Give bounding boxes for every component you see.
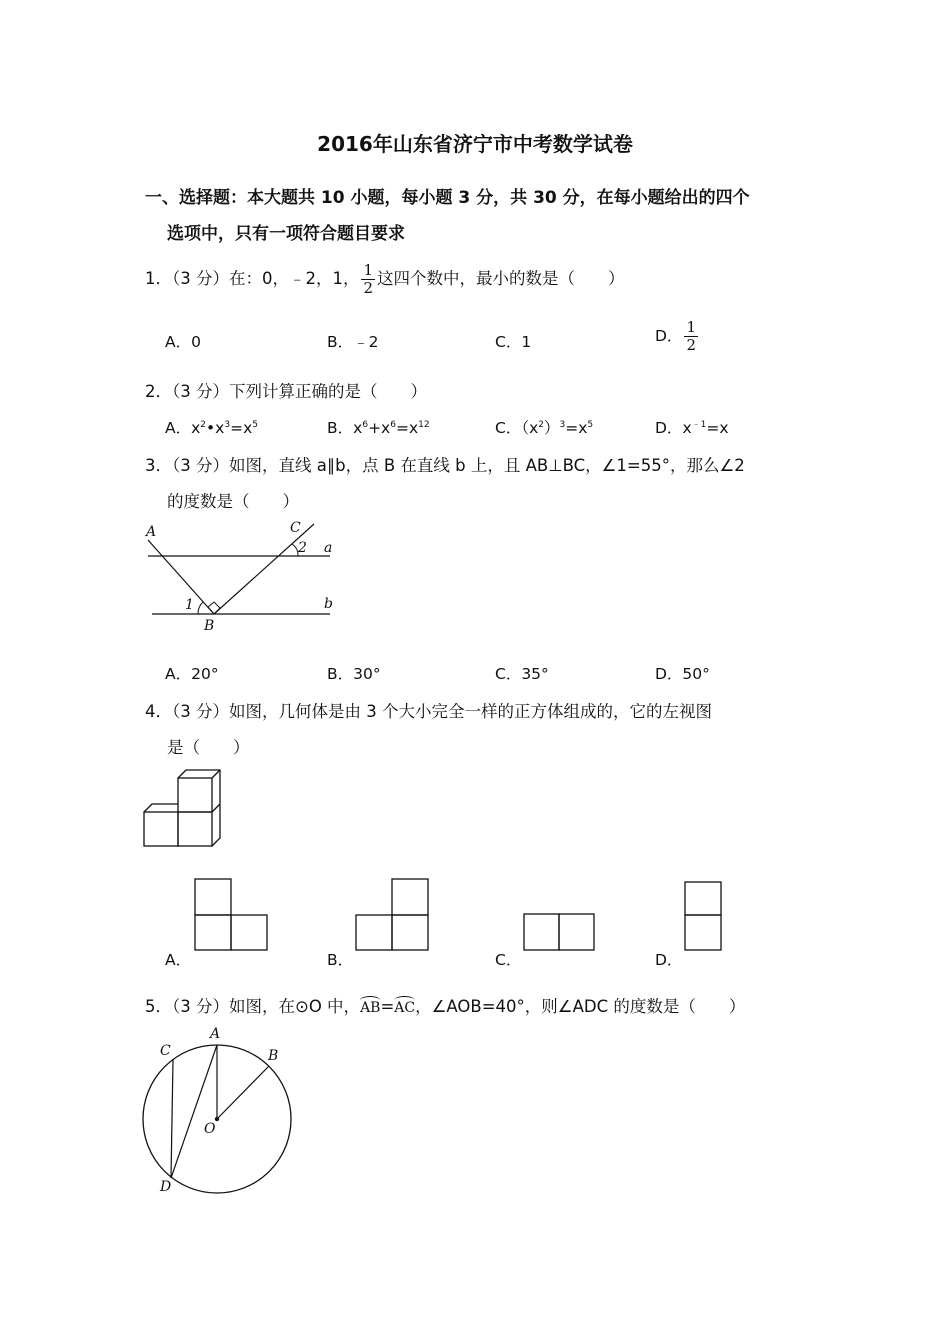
q2-option-d[interactable] <box>655 416 729 438</box>
question-5 <box>145 993 745 1017</box>
q2-option-b[interactable] <box>327 416 430 438</box>
q1-frac-num: 1 <box>363 261 374 279</box>
label-1: 1 <box>185 597 194 613</box>
q3-option-a[interactable]: A．20° <box>165 665 219 683</box>
section-heading-line2: 选项中，只有一项符合题目要求 <box>167 224 405 244</box>
q4-option-d[interactable]: D． <box>655 951 683 969</box>
question-2: 2．（3 分）下列计算正确的是（ ） <box>145 382 427 401</box>
q2-b-t0: x <box>353 419 363 437</box>
q1-fraction <box>361 262 375 297</box>
q4-option-d-view <box>684 881 724 952</box>
q4-option-a-view <box>194 878 270 952</box>
q1-option-d[interactable] <box>655 319 700 354</box>
segment-ab <box>148 540 214 614</box>
label-B: B <box>204 618 215 634</box>
q1-frac-den: 2 <box>363 279 374 297</box>
q2-c-t2: ） <box>544 419 560 437</box>
q1-option-d-label: D． <box>655 327 683 345</box>
chord-ad <box>171 1045 217 1178</box>
q1-optd-num: 1 <box>686 318 696 336</box>
q1-option-d-fraction <box>684 319 698 354</box>
q1-stem-a: 1．（3 分）在：0，﹣2，1， <box>145 269 360 288</box>
q2-b-t2: +x <box>368 419 391 437</box>
q3-option-c[interactable]: C．35° <box>495 665 549 683</box>
q3-option-d[interactable]: D．50° <box>655 665 710 683</box>
q2-option-c[interactable] <box>495 416 593 438</box>
angle-1-arc <box>198 602 203 614</box>
question-3-line2: 的度数是（ ） <box>167 492 299 511</box>
q2-option-a[interactable] <box>165 416 258 438</box>
q2-b-t1: 6 <box>362 420 369 430</box>
right-angle-mark <box>208 602 220 614</box>
q5-arc-ab: AB <box>360 996 380 1016</box>
q1-optd-den: 2 <box>686 336 696 354</box>
q4-solid-figure <box>140 764 230 854</box>
q2-a-t0: x <box>191 419 201 437</box>
q2-b-label: B． <box>327 419 354 437</box>
q1-option-a[interactable]: A．0 <box>165 333 201 351</box>
chord-cd <box>171 1060 173 1178</box>
question-4-line2: 是（ ） <box>167 738 250 757</box>
q2-a-t2: •x <box>206 419 225 437</box>
q4-option-b-view <box>355 878 431 952</box>
label-D: D <box>160 1179 172 1195</box>
q1-option-c[interactable]: C．1 <box>495 333 532 351</box>
q2-b-t4: =x <box>395 419 419 437</box>
q1-option-b[interactable]: B．﹣2 <box>327 333 379 351</box>
page-title: 2016年山东省济宁市中考数学试卷 <box>317 132 633 156</box>
label-a: a <box>324 540 333 556</box>
q4-option-c-view <box>523 913 597 952</box>
question-4-line1: 4．（3 分）如图，几何体是由 3 个大小完全一样的正方体组成的，它的左视图 <box>145 702 712 721</box>
q2-a-t4: =x <box>230 419 253 437</box>
q2-c-t0: （x <box>521 419 539 437</box>
q2-c-t3: 3 <box>559 420 566 430</box>
q5-stem-a: 5．（3 分）如图，在⊙O 中， <box>145 997 361 1016</box>
q2-a-t3: 3 <box>224 420 231 430</box>
label-O: O <box>204 1121 216 1137</box>
segment-bc <box>214 524 314 614</box>
label-C: C <box>290 520 301 536</box>
q2-d-t1: ﹣1 <box>691 420 707 430</box>
q2-d-label: D． <box>655 419 683 437</box>
label-A: A <box>146 524 157 540</box>
label-b: b <box>324 596 333 612</box>
q4-option-a[interactable]: A． <box>165 951 192 969</box>
q3-figure <box>140 518 340 636</box>
q2-a-t5: 5 <box>252 420 258 430</box>
q1-stem-b: 这四个数中，最小的数是（ ） <box>377 269 625 288</box>
q2-c-label: C． <box>495 419 522 437</box>
q4-option-b[interactable]: B． <box>327 951 354 969</box>
q5-eq: = <box>380 997 395 1016</box>
q2-c-t1: 2 <box>538 420 544 430</box>
label-B: B <box>268 1048 279 1064</box>
radius-ob <box>217 1066 269 1119</box>
q5-circle-figure <box>138 1022 303 1200</box>
q5-stem-b: ，∠AOB=40°，则∠ADC 的度数是（ ） <box>415 997 746 1016</box>
label-2: 2 <box>298 540 307 556</box>
label-A: A <box>210 1026 221 1042</box>
q2-d-t2: =x <box>706 419 729 437</box>
q2-a-t1: 2 <box>200 420 207 430</box>
q5-arc-ac: AC <box>394 996 415 1016</box>
q4-option-c[interactable]: C． <box>495 951 522 969</box>
q2-b-t5: 12 <box>418 420 430 430</box>
q2-a-label: A． <box>165 419 192 437</box>
question-3-line1: 3．（3 分）如图，直线 a∥b，点 B 在直线 b 上，且 AB⊥BC，∠1=55°，那么∠2 <box>145 456 745 475</box>
q2-c-t5: 5 <box>587 420 594 430</box>
section-heading-line1: 一、选择题：本大题共 10 小题，每小题 3 分，共 30 分，在每小题给出的四个 <box>145 188 750 208</box>
q2-b-t3: 6 <box>390 420 396 430</box>
label-C: C <box>160 1043 171 1059</box>
q2-c-t4: =x <box>565 419 588 437</box>
q3-option-b[interactable]: B．30° <box>327 665 381 683</box>
q2-d-t0: x <box>682 419 692 437</box>
question-1 <box>145 262 625 297</box>
